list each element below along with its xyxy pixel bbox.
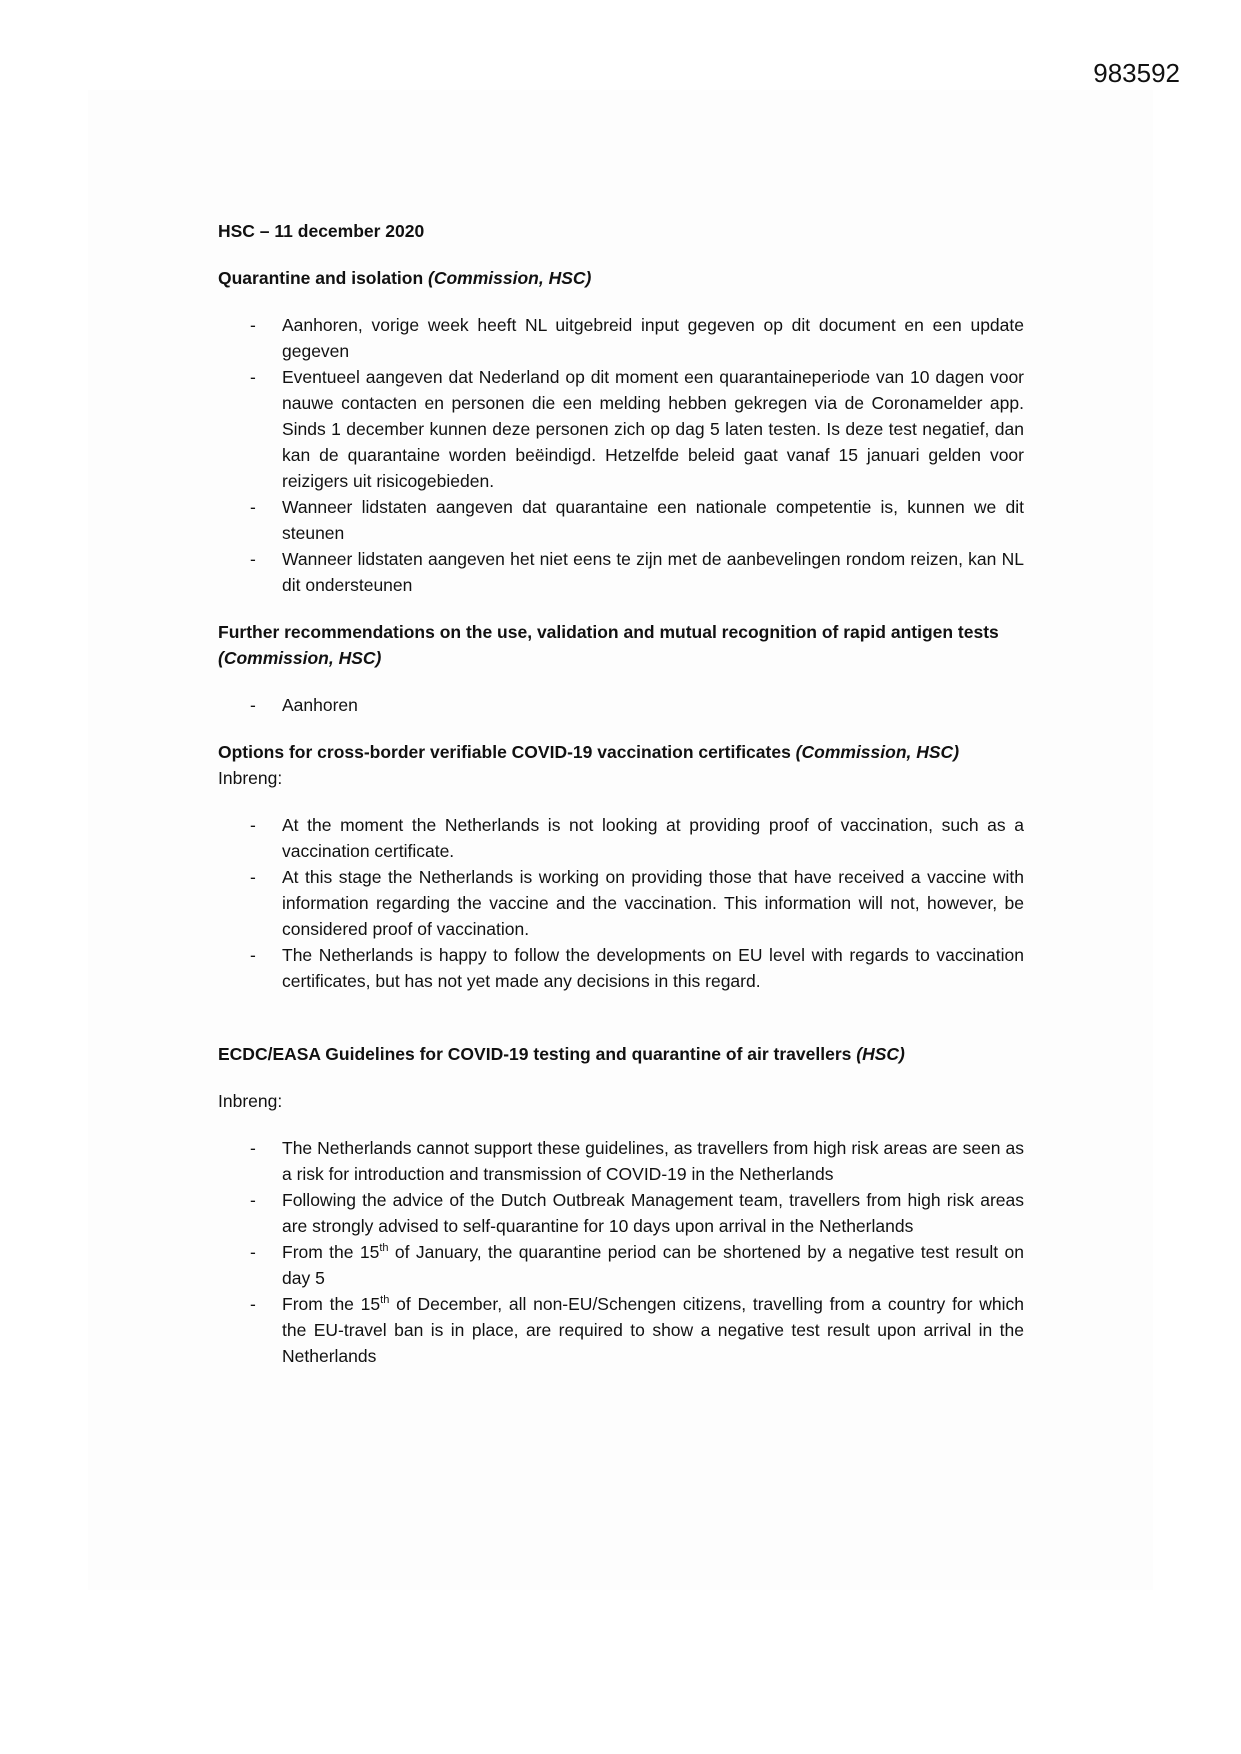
list-item: - From the 15th of January, the quarantine period can be shortened by a negative test result on day 5 [218,1239,1024,1291]
list-item: - The Netherlands cannot support these guidelines, as travellers from high risk areas are seen as a risk for introduction and transmission of COVID-19 in the Netherlands [218,1135,1024,1187]
list-item: - Following the advice of the Dutch Outbreak Management team, travellers from high risk areas are strongly advised to self-quarantine for 10 days upon arrival in the Netherlands [218,1187,1024,1239]
section-list-air-travellers [218,1135,1024,1369]
list-item: - At the moment the Netherlands is not looking at providing proof of vaccination, such as a vaccination certificate. [218,812,1024,864]
document-title: HSC – 11 december 2020 [218,221,425,241]
section-intro: Inbreng: [218,768,283,788]
list-item: - The Netherlands is happy to follow the developments on EU level with regards to vaccination certificates, but has not yet made any decisions in this regard. [218,942,1024,994]
section-list-rapid-antigen [218,692,1024,718]
list-item: - Aanhoren, vorige week heeft NL uitgebreid input gegeven op dit document en een update gegeven [218,312,1024,364]
list-item: - Wanneer lidstaten aangeven het niet eens te zijn met de aanbevelingen rondom reizen, kan NL dit ondersteunen [218,546,1024,598]
list-item: - From the 15th of December, all non-EU/Schengen citizens, travelling from a country for which the EU-travel ban is in place, are required to show a negative test result upon arrival in the Netherlands [218,1291,1024,1369]
list-item: - At this stage the Netherlands is working on providing those that have received a vaccine with information regarding the vaccine and the vaccination. This information will not, however, be considered proof of vaccination. [218,864,1024,942]
list-item: - Eventueel aangeven dat Nederland op dit moment een quarantaineperiode van 10 dagen voor nauwe contacten en personen die een melding hebben gekregen via de Coronamelder app. Sinds 1 december kunnen deze personen zich op dag 5 laten testen. Is deze test negatief, dan kan de quarantaine worden beëindigd. Hetzelfde beleid gaat vanaf 15 januari gelden voor reizigers uit risicogebieden. [218,364,1024,494]
section-heading-vaccination-certificates: Options for cross-border verifiable COVID-19 vaccination certificates (Commission, HSC) [218,742,960,762]
section-list-quarantine [218,312,1024,598]
document-body [218,218,1024,1369]
document-id: 983592 [1093,58,1180,88]
section-intro: Inbreng: [218,1091,283,1111]
section-heading-quarantine: Quarantine and isolation (Commission, HSC) [218,268,592,288]
section-heading-rapid-antigen: Further recommendations on the use, validation and mutual recognition of rapid antigen tests (Commission, HSC) [218,622,999,668]
list-item: - Wanneer lidstaten aangeven dat quarantaine een nationale competentie is, kunnen we dit steunen [218,494,1024,546]
list-item: - Aanhoren [218,692,1024,718]
section-heading-air-travellers: ECDC/EASA Guidelines for COVID-19 testing and quarantine of air travellers (HSC) [218,1044,905,1064]
section-list-vaccination-certificates [218,812,1024,994]
